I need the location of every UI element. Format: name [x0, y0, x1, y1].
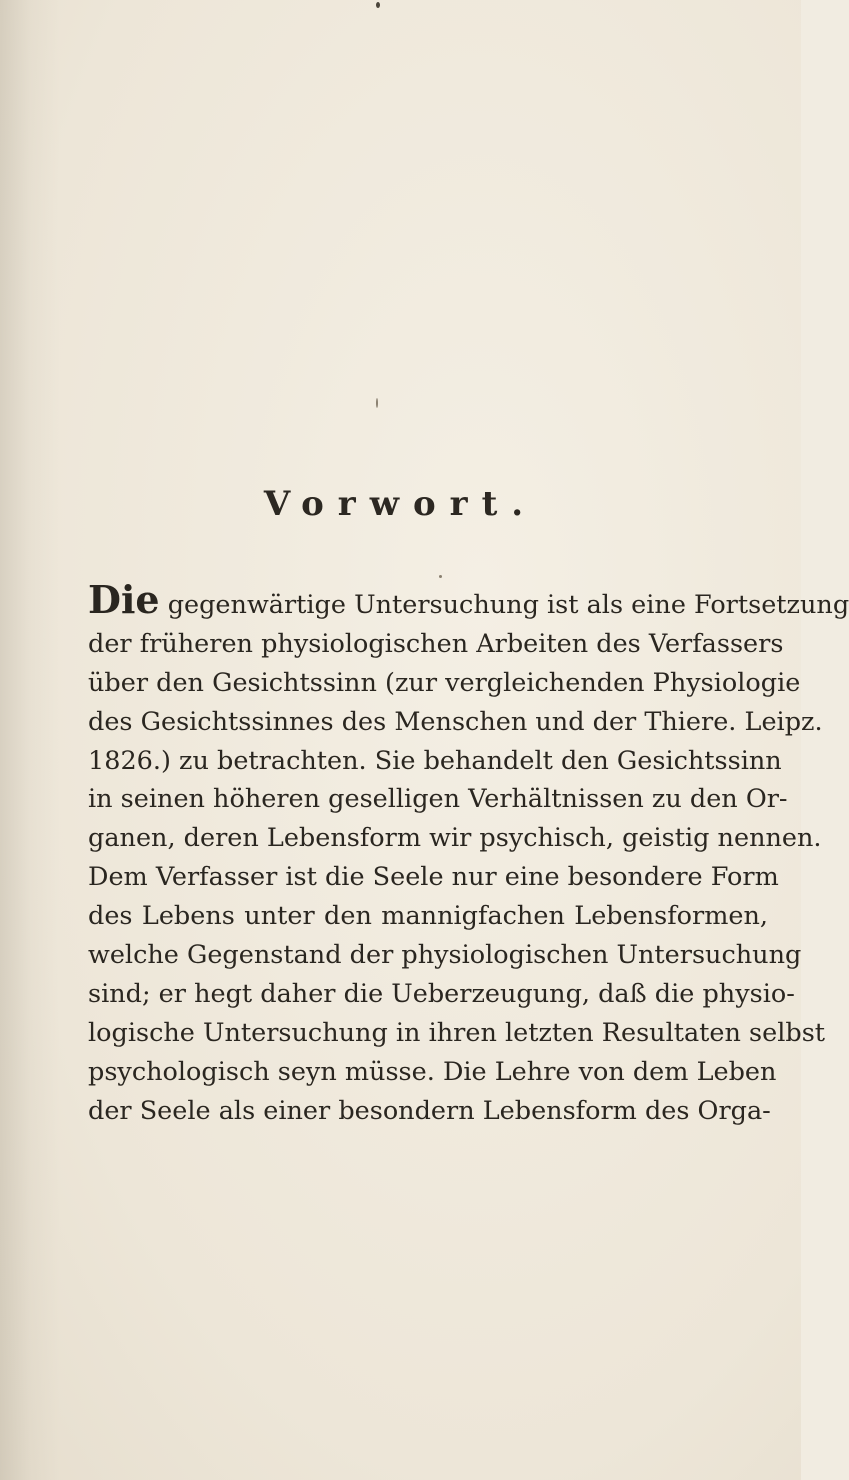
ink-speck — [376, 398, 378, 408]
ink-speck — [376, 2, 380, 8]
page-heading: Vorwort. — [263, 484, 538, 524]
text-line-4: des Gesichtssinnes des Menschen und der Thiere. Leipz. — [88, 706, 823, 737]
drop-cap-word: Die — [88, 577, 160, 622]
text-line-12: logische Untersuchung in ihren letzten Resultaten selbst — [88, 1017, 826, 1048]
text-line-13: psychologisch seyn müsse. Die Lehre von dem Leben — [88, 1056, 777, 1087]
text-line-7: ganen, deren Lebensform wir psychisch, geistig nennen. — [88, 823, 822, 854]
ink-speck — [439, 575, 442, 578]
text-line-9: des Lebens unter den mannigfachen Lebensformen, — [88, 901, 768, 932]
text-line-8: Dem Verfasser ist die Seele nur eine besondere Form — [88, 862, 779, 893]
text-line-6: in seinen höheren geselligen Verhältnissen zu den Or- — [88, 784, 788, 815]
text-line-2: der früheren physiologischen Arbeiten des Verfassers — [88, 628, 784, 659]
text-line-1: Die gegenwärtige Untersuchung ist als eine Fortsetzung — [88, 577, 849, 622]
text-line-5: 1826.) zu betrachten. Sie behandelt den Gesichtssinn — [88, 745, 782, 776]
text-line-11: sind; er hegt daher die Ueberzeugung, daß die physio- — [88, 978, 795, 1009]
text-line-10: welche Gegenstand der physiologischen Untersuchung — [88, 940, 802, 971]
text-line-3: über den Gesichtssinn (zur vergleichenden Physiologie — [88, 667, 801, 698]
body-paragraph — [88, 577, 849, 1130]
text-line-14: der Seele als einer besondern Lebensform des Orga- — [88, 1095, 771, 1126]
